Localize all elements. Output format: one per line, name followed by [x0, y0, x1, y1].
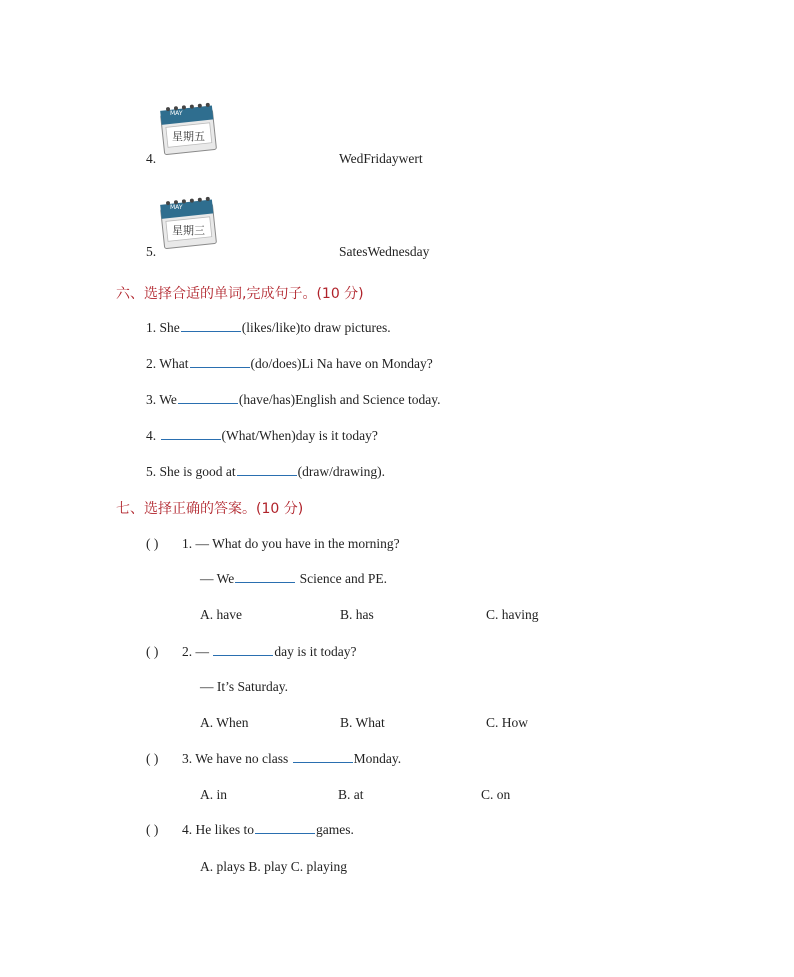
question-4: 4. He likes to games.	[182, 822, 354, 837]
calendar-friday-image	[158, 98, 220, 156]
calendar-month: MAY	[170, 204, 183, 211]
answer-paren[interactable]: ( )	[146, 822, 159, 837]
answer-blank[interactable]	[181, 330, 241, 332]
item-number: 5.	[146, 244, 157, 259]
question-4-options: A. plays B. play C. playing	[200, 859, 347, 874]
scrambled-word: WedFridaywert	[339, 151, 423, 166]
option-a[interactable]: A. in	[200, 787, 227, 802]
question-1-sub: — We Science and PE.	[200, 571, 388, 586]
option-b[interactable]: B. What	[340, 715, 385, 730]
option-a[interactable]: A. have	[200, 607, 242, 622]
sentence-4: 4. (What/When)day is it today?	[146, 428, 378, 443]
answer-blank[interactable]	[235, 581, 295, 583]
answer-blank[interactable]	[178, 402, 238, 404]
calendar-month: MAY	[170, 110, 183, 117]
answer-blank[interactable]	[255, 832, 315, 834]
scrambled-word: SatesWednesday	[339, 244, 430, 259]
sentence-5: 5. She is good at (draw/drawing).	[146, 464, 385, 479]
question-1: 1. — What do you have in the morning?	[182, 536, 400, 551]
question-3: 3. We have no class Monday.	[182, 751, 402, 766]
sentence-2: 2. What (do/does)Li Na have on Monday?	[146, 356, 433, 371]
calendar-day-label: 星期五	[172, 130, 205, 143]
option-c[interactable]: C. having	[486, 607, 539, 622]
calendar-wednesday-image	[158, 192, 220, 250]
calendar-day-label: 星期三	[172, 224, 205, 237]
option-b[interactable]: B. at	[338, 787, 364, 802]
answer-paren[interactable]: ( )	[146, 644, 159, 659]
answer-blank[interactable]	[293, 761, 353, 763]
answer-blank[interactable]	[161, 438, 221, 440]
item-number: 4.	[146, 151, 157, 166]
sentence-3: 3. We (have/has)English and Science today.	[146, 392, 441, 407]
sentence-1: 1. She (likes/like)to draw pictures.	[146, 320, 391, 335]
answer-paren[interactable]: ( )	[146, 536, 159, 551]
answer-paren[interactable]: ( )	[146, 751, 159, 766]
answer-blank[interactable]	[213, 654, 273, 656]
option-c[interactable]: C. on	[481, 787, 511, 802]
option-c[interactable]: C. How	[486, 715, 529, 730]
option-b[interactable]: B. has	[340, 607, 374, 622]
option-a[interactable]: A. When	[200, 715, 249, 730]
question-2: 2. — day is it today?	[182, 644, 357, 659]
answer-blank[interactable]	[190, 366, 250, 368]
answer-blank[interactable]	[237, 474, 297, 476]
section-7-title: 七、选择正确的答案。(10 分)	[116, 501, 304, 517]
question-2-sub: — It’s Saturday.	[200, 679, 288, 694]
section-6-title: 六、选择合适的单词,完成句子。(10 分)	[116, 286, 364, 302]
